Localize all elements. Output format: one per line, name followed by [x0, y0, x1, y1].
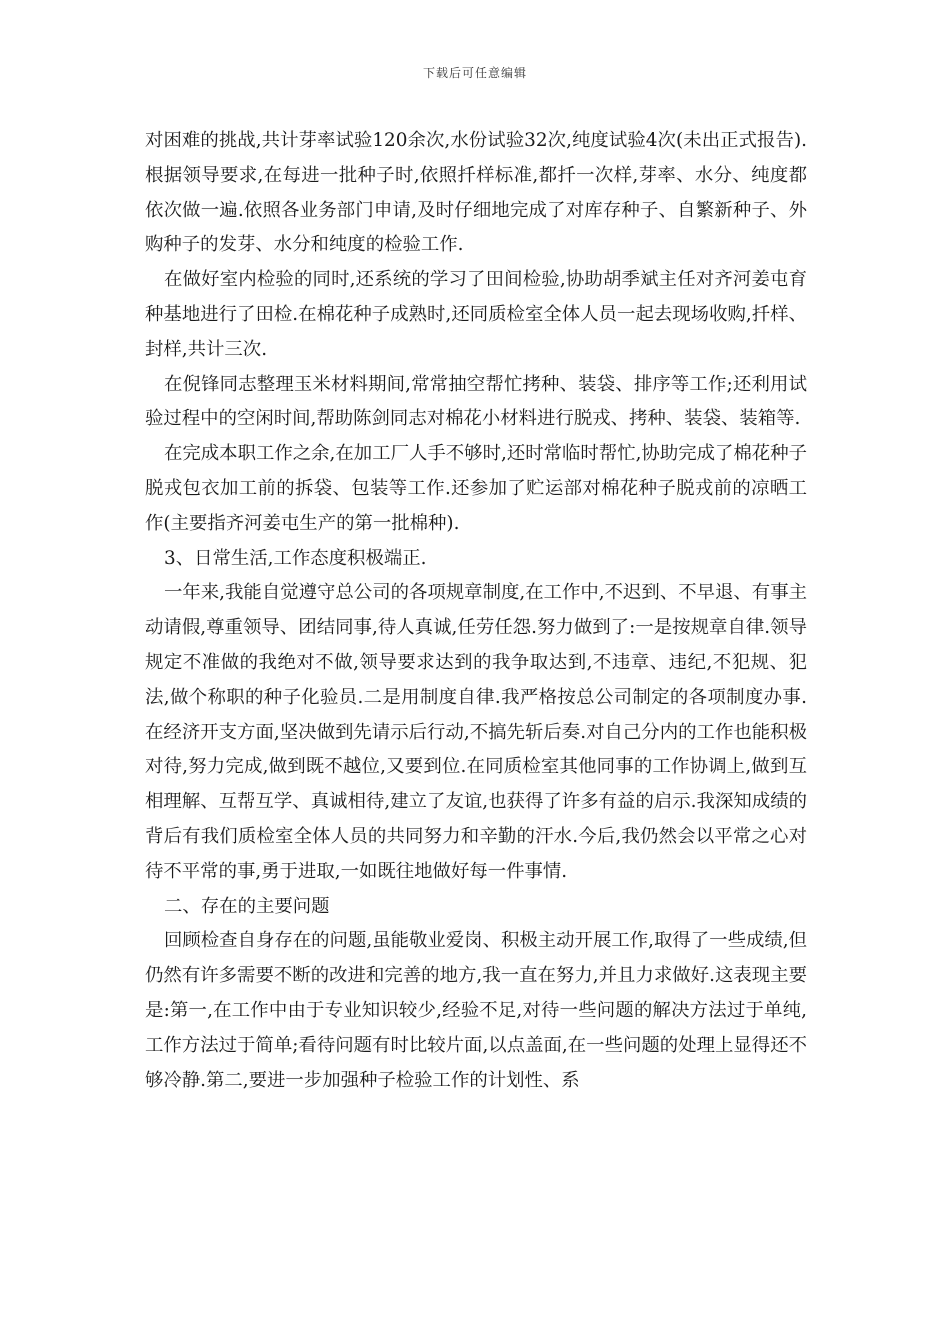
paragraph-2: 在做好室内检验的同时,还系统的学习了田间检验,协助胡季斌主任对齐河姜屯育种基地进行了田检.在棉花种子成熟时,还同质检室全体人员一起去现场收购,扦样、封样,共计三次. — [145, 269, 807, 360]
section-heading-problems: 二、存在的主要问题 — [164, 895, 330, 917]
page-header: 下载后可任意编辑 — [422, 66, 527, 80]
paragraph-6: 回顾检查自身存在的问题,虽能敬业爱岗、积极主动开展工作,取得了一些成绩,但仍然有许多需要不断的改进和完善的地方,我一直在努力,并且力求做好.这表现主要是:第一,在工作中由于专业知识较少,经验不足,对待一些问题的解决方法过于单纯,工作方法过于简单;看待问题有时比较片面,以点盖面,在一些问题的处理上显得还不够冷静.第二,要进一步加强种子检验工作的计划性、系 — [145, 930, 807, 1091]
section-heading-3: 3、日常生活,工作态度积极端正. — [164, 547, 427, 569]
document-body — [145, 124, 807, 1098]
paragraph-5: 一年来,我能自觉遵守总公司的各项规章制度,在工作中,不迟到、不早退、有事主动请假,尊重领导、团结同事,待人真诚,任劳任怨.努力做到了:一是按规章自律.领导规定不准做的我绝对不做,领导要求达到的我争取达到,不违章、违纪,不犯规、犯法,做个称职的种子化验员.二是用制度自律.我严格按总公司制定的各项制度办事.在经济开支方面,坚决做到先请示后行动,不搞先斩后奏.对自己分内的工作也能积极对待,努力完成,做到既不越位,又要到位.在同质检室其他同事的工作协调上,做到互相理解、互帮互学、真诚相待,建立了友谊,也获得了许多有益的启示.我深知成绩的背后有我们质检室全体人员的共同努力和辛勤的汗水.今后,我仍然会以平常之心对待不平常的事,勇于进取,一如既往地做好每一件事情. — [145, 582, 807, 882]
paragraph-1: 对困难的挑战,共计芽率试验120余次,水份试验32次,纯度试验4次(未出正式报告).根据领导要求,在每进一批种子时,依照扦样标准,都扦一次样,芽率、水分、纯度都依次做一遍.依照各业务部门申请,及时仔细地完成了对库存种子、自繁新种子、外购种子的发芽、水分和纯度的检验工作. — [145, 130, 807, 256]
paragraph-3: 在倪锋同志整理玉米材料期间,常常抽空帮忙拷种、装袋、排序等工作;还利用试验过程中的空闲时间,帮助陈剑同志对棉花小材料进行脱戎、拷种、装袋、装箱等. — [145, 373, 807, 430]
paragraph-4: 在完成本职工作之余,在加工厂人手不够时,还时常临时帮忙,协助完成了棉花种子脱戎包衣加工前的拆袋、包装等工作.还参加了贮运部对棉花种子脱戎前的凉晒工作(主要指齐河姜屯生产的第一批棉种). — [145, 443, 807, 534]
